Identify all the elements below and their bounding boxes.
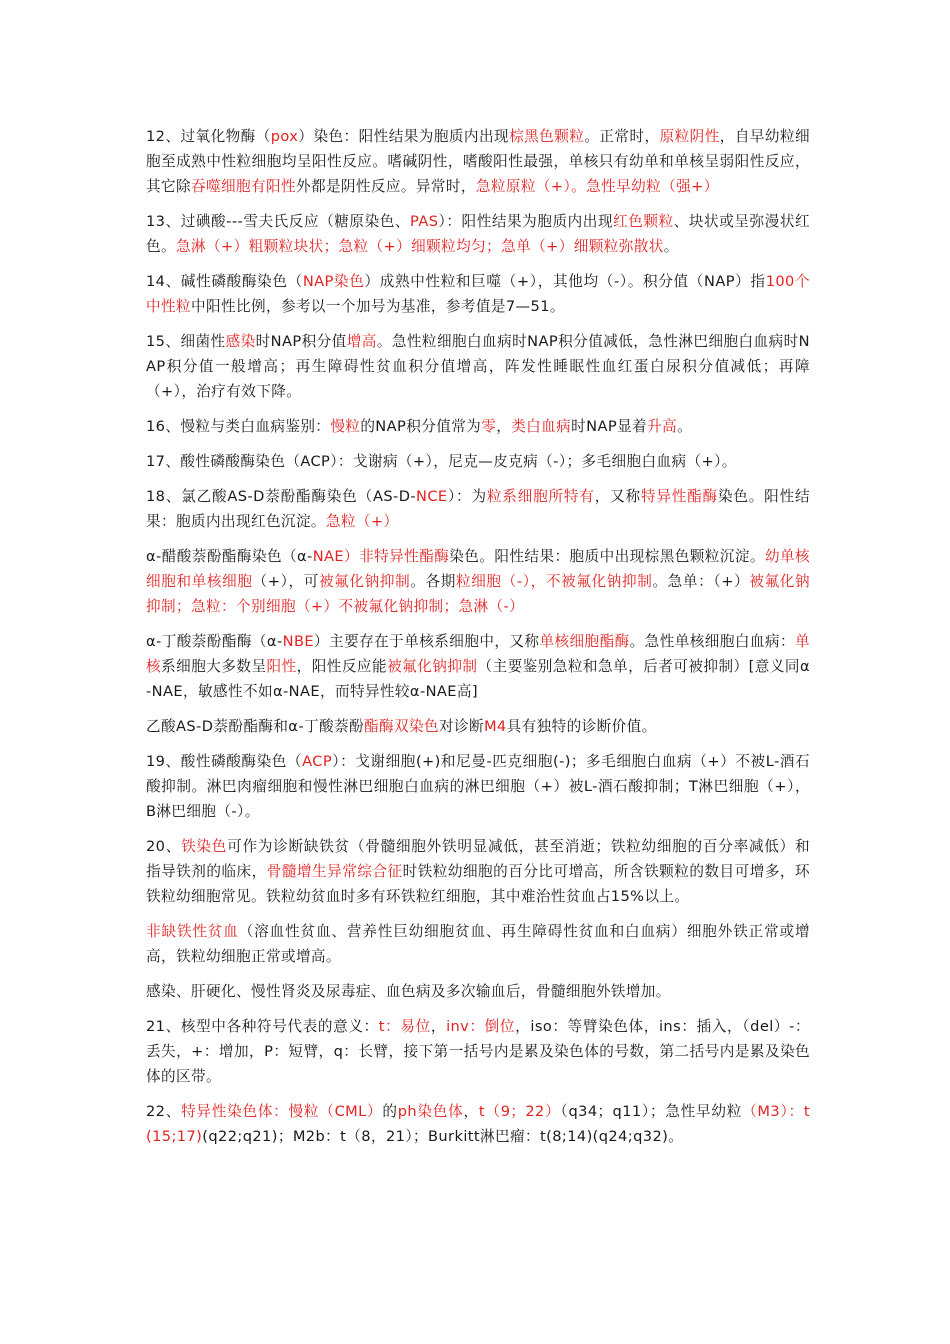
highlighted-text: 单核 bbox=[146, 633, 810, 675]
paragraph-15 bbox=[146, 1014, 810, 1089]
body-text: （q34；q11）；急性早幼粒 bbox=[560, 1103, 743, 1120]
body-text: ）主要存在于单核系细胞中，又称 bbox=[313, 633, 540, 650]
body-text: 时NAP显着 bbox=[571, 418, 648, 435]
body-text: 染色。阳性结果：胞质中出现棕黑色颗粒沉淀。 bbox=[449, 548, 765, 565]
body-text: 。急性单核细胞白血病： bbox=[629, 633, 795, 650]
paragraph-12 bbox=[146, 834, 810, 909]
body-text: （溶血性贫血、营养性巨幼细胞贫血、再生障碍性贫血和白血病）细胞外铁正常或增高，铁粒幼细胞正常或增高。 bbox=[146, 923, 810, 965]
highlighted-text: ph染色体 bbox=[397, 1103, 464, 1120]
body-text: （主要鉴别急粒和急单，后者可被抑制）[意义同α-NAE，敏感性不如α-NAE，而特异性较α-NAE高] bbox=[146, 658, 810, 700]
body-text: 的NAP积分值常为 bbox=[360, 418, 482, 435]
body-text: 。 bbox=[677, 418, 693, 435]
paragraph-2 bbox=[146, 209, 810, 259]
body-text: 。正常时， bbox=[584, 128, 660, 145]
paragraph-4 bbox=[146, 329, 810, 404]
paragraph-3 bbox=[146, 269, 810, 319]
paragraph-14 bbox=[146, 979, 810, 1004]
highlighted-text: NBE bbox=[282, 633, 314, 650]
body-text: 14、碱性磷酸酶染色（ bbox=[146, 273, 303, 290]
highlighted-text: 零 bbox=[481, 418, 497, 435]
highlighted-text: 红色颗粒 bbox=[613, 213, 674, 230]
highlighted-text: 吞噬细胞有阳性 bbox=[190, 178, 296, 195]
body-text: 染色。阳性结果：胞质内出现红色沉淀。 bbox=[146, 488, 810, 530]
paragraph-10 bbox=[146, 714, 810, 739]
body-text: 感染、肝硬化、慢性肾炎及尿毒症、血色病及多次输血后，骨髓细胞外铁增加。 bbox=[146, 983, 671, 1000]
body-text: 12、过氧化物酶（ bbox=[146, 128, 271, 145]
highlighted-text: 特异性染色体：慢粒（CML） bbox=[181, 1103, 383, 1120]
paragraph-16 bbox=[146, 1099, 810, 1149]
highlighted-text: 100个中性粒 bbox=[146, 273, 810, 315]
highlighted-text: 感染 bbox=[225, 333, 256, 350]
highlighted-text: 被氟化钠抑制；急粒：个别细胞（+）不被氟化钠抑制；急淋（-） bbox=[146, 573, 810, 615]
highlighted-text: t：易位 bbox=[378, 1018, 431, 1035]
paragraph-6 bbox=[146, 449, 810, 474]
body-text: 21、核型中各种符号代表的意义： bbox=[146, 1018, 379, 1035]
highlighted-text: 特异性酯酶 bbox=[640, 488, 718, 505]
body-text: 乙酸AS-D萘酚酯酶和α-丁酸萘酚 bbox=[146, 718, 364, 735]
highlighted-text: 粒细胞（-），不被氟化钠抑制 bbox=[455, 573, 653, 590]
body-text: （+），可 bbox=[252, 573, 319, 590]
highlighted-text: 酯酶双染色 bbox=[363, 718, 439, 735]
body-text: ， bbox=[496, 418, 512, 435]
highlighted-text: 铁染色 bbox=[181, 838, 228, 855]
highlighted-text: 被氟化钠抑制 bbox=[318, 573, 411, 590]
body-text: 、块状或呈弥漫状红色。 bbox=[146, 213, 810, 255]
highlighted-text: （M3）：t(15;17) bbox=[146, 1103, 810, 1145]
highlighted-text: 被氟化钠抑制 bbox=[387, 658, 478, 675]
highlighted-text: pox bbox=[270, 128, 299, 145]
highlighted-text: 单核细胞酯酶 bbox=[539, 633, 630, 650]
body-text: 15、细菌性 bbox=[146, 333, 226, 350]
paragraph-13 bbox=[146, 919, 810, 969]
highlighted-text: 骨髓增生异常综合征 bbox=[266, 863, 403, 880]
highlighted-text: 急淋（+）粗颗粒块状；急粒（+）细颗粒均匀；急单（+）细颗粒弥散状 bbox=[176, 238, 664, 255]
body-text: 系细胞大多数呈 bbox=[161, 658, 267, 675]
body-text: ）：阳性结果为胞质内出现 bbox=[438, 213, 614, 230]
body-text: ，iso：等臂染色体，ins：插入，（del）-：丢失，+：增加，P：短臂，q：长臂，接下第一括号内是累及染色体的号数，第二括号内是累及染色体的区带。 bbox=[146, 1018, 811, 1085]
highlighted-text: PAS bbox=[410, 213, 439, 230]
highlighted-text: 急粒原粒（+）。急性早幼粒（强+） bbox=[475, 178, 719, 195]
body-text: ，又称 bbox=[594, 488, 641, 505]
highlighted-text: 升高 bbox=[647, 418, 678, 435]
paragraph-1 bbox=[146, 124, 810, 199]
body-text: 16、慢粒与类白血病鉴别： bbox=[146, 418, 331, 435]
highlighted-text: 原粒阴性 bbox=[659, 128, 720, 145]
paragraph-8 bbox=[146, 544, 810, 619]
body-text: 22、 bbox=[146, 1103, 182, 1120]
body-text: 。急性粒细胞白血病时NAP积分值减低，急性淋巴细胞白血病时NAP积分值一般增高；再生障碍性贫血积分值增高，阵发性睡眠性血红蛋白尿积分值减低；再障（+），治疗有效下降。 bbox=[146, 333, 810, 400]
body-text: 具有独特的诊断价值。 bbox=[506, 718, 657, 735]
highlighted-text: 慢粒 bbox=[330, 418, 361, 435]
highlighted-text: 急粒（+） bbox=[325, 513, 399, 530]
highlighted-text: 阳性 bbox=[266, 658, 297, 675]
paragraph-9 bbox=[146, 629, 810, 704]
highlighted-text: 棕黑色颗粒 bbox=[509, 128, 585, 145]
body-text: α-醋酸萘酚酯酶染色（α- bbox=[146, 548, 313, 565]
body-text: 外都是阴性反应。异常时， bbox=[295, 178, 476, 195]
highlighted-text: 幼单核细胞和单核细胞 bbox=[146, 548, 810, 590]
highlighted-text: 增高 bbox=[346, 333, 377, 350]
highlighted-text: 类白血病 bbox=[511, 418, 572, 435]
body-text: 。急单：（+） bbox=[652, 573, 750, 590]
highlighted-text: NCE bbox=[416, 488, 448, 505]
body-text: ）：戈谢细胞(+)和尼曼-匹克细胞(-)；多毛细胞白血病（+）不被L-酒石酸抑制。淋巴肉瘤细胞和慢性淋巴细胞白血病的淋巴细胞（+）被L-酒石酸抑制；T淋巴细胞（+），B淋巴细胞（-）。 bbox=[146, 753, 810, 820]
highlighted-text: NAE）非特异性酯酶 bbox=[312, 548, 450, 565]
body-text: 。各期 bbox=[410, 573, 456, 590]
highlighted-text: M4 bbox=[483, 718, 507, 735]
highlighted-text: NAP染色 bbox=[302, 273, 365, 290]
body-text: ）染色：阳性结果为胞质内出现 bbox=[298, 128, 510, 145]
highlighted-text: inv：倒位 bbox=[446, 1018, 516, 1035]
paragraph-7 bbox=[146, 484, 810, 534]
body-text: 时NAP积分值 bbox=[255, 333, 347, 350]
highlighted-text: t（9；22） bbox=[478, 1103, 561, 1120]
body-text: 17、酸性磷酸酶染色（ACP）：戈谢病（+），尼克—皮克病（-）；多毛细胞白血病（+）。 bbox=[146, 453, 737, 470]
body-text: 20、 bbox=[146, 838, 182, 855]
body-text: 中阳性比例，参考以一个加号为基准，参考值是7—51。 bbox=[190, 298, 565, 315]
body-text: (q22;q21)；M2b：t（8，21）；Burkitt淋巴瘤：t(8;14)(q24;q32)。 bbox=[202, 1128, 684, 1145]
body-text: 13、过碘酸---雪夫氏反应（糖原染色、 bbox=[146, 213, 411, 230]
body-text: ）：为 bbox=[447, 488, 487, 505]
body-text: ，自早幼粒细胞至成熟中性粒细胞均呈阳性反应。嗜碱阴性，嗜酸阳性最强，单核只有幼单和单核呈弱阳性反应，其它除 bbox=[146, 128, 811, 195]
body-text: 时铁粒幼细胞的百分比可增高，所含铁颗粒的数目可增多，环铁粒幼细胞常见。铁粒幼贫血时多有环铁粒红细胞，其中难治性贫血占15%以上。 bbox=[146, 863, 810, 905]
body-text: 19、酸性磷酸酶染色（ bbox=[146, 753, 303, 770]
highlighted-text: 非缺铁性贫血 bbox=[146, 923, 239, 940]
body-text: 18、氯乙酸AS-D萘酚酯酶染色（AS-D- bbox=[146, 488, 417, 505]
body-text: 的 bbox=[382, 1103, 398, 1120]
highlighted-text: 粒系细胞所特有 bbox=[486, 488, 595, 505]
highlighted-text: ACP bbox=[302, 753, 333, 770]
body-text: ）成熟中性粒和巨噬（+），其他均（-）。积分值（NAP）指 bbox=[364, 273, 766, 290]
body-text: ，阳性反应能 bbox=[296, 658, 388, 675]
body-text: ， bbox=[463, 1103, 479, 1120]
body-text: α-丁酸萘酚酯酶（α- bbox=[146, 633, 283, 650]
paragraph-5 bbox=[146, 414, 810, 439]
body-text: ， bbox=[430, 1018, 447, 1035]
body-text: 对诊断 bbox=[438, 718, 484, 735]
body-text: 。 bbox=[663, 238, 679, 255]
body-text: 可作为诊断缺铁贫（骨髓细胞外铁明显减低，甚至消逝；铁粒幼细胞的百分率减低）和指导铁剂的临床， bbox=[146, 838, 810, 880]
paragraph-11 bbox=[146, 749, 810, 824]
